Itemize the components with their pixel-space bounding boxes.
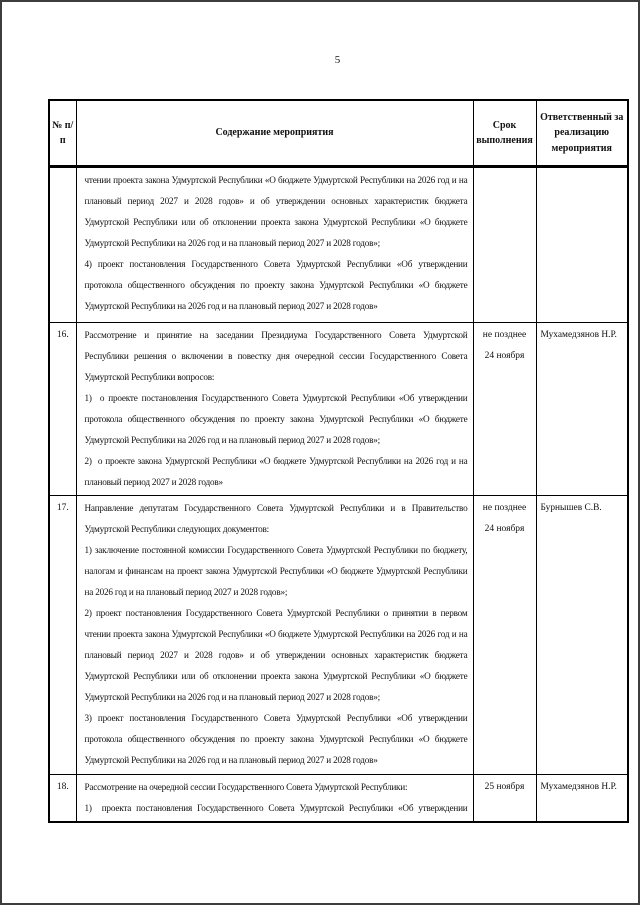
table-row bbox=[49, 323, 628, 496]
content-paragraph: Рассмотрение и принятие на заседании Президиума Государственного Совета Удмуртской Республики решения о включении в повестку дня очередной сессии Государственного Совета Удмуртской Республики вопросов: bbox=[84, 330, 468, 382]
header-deadline: Срок выполнения bbox=[473, 100, 536, 167]
row-responsible-cell: Мухамедзянов Н.Р. bbox=[536, 775, 628, 823]
header-responsible: Ответственный за реализацию мероприятия bbox=[536, 100, 628, 167]
row-number-cell bbox=[49, 167, 76, 323]
content-paragraph: Направление депутатам Государственного Совета Удмуртской Республики и в Правительство Удмуртской Республики следующих документов: bbox=[84, 503, 468, 534]
row-responsible-cell: Мухамедзянов Н.Р. bbox=[536, 323, 628, 496]
row-number-cell: 16. bbox=[49, 323, 76, 496]
content-paragraph: 1) проекта постановления Государственного Совета Удмуртской Республики «Об утверждении bbox=[84, 803, 468, 813]
row-responsible-cell: Бурнышев С.В. bbox=[536, 496, 628, 775]
row-content-cell bbox=[76, 323, 473, 496]
content-paragraph: 4) проект постановления Государственного Совета Удмуртской Республики «Об утверждении протокола общественного обсуждения по проекту закона Удмуртской Республики «О бюджете Удмуртской Республики на 2026 год и на плановый период 2027 и 2028 годов» bbox=[84, 259, 468, 311]
deadline-line: 24 ноября bbox=[484, 524, 525, 534]
deadline-line: не позднее bbox=[482, 330, 527, 340]
content-paragraph: 2) о проекте закона Удмуртской Республики «О бюджете Удмуртской Республики на 2026 год и на плановый период 2027 и 2028 годов» bbox=[84, 456, 468, 487]
content-paragraph: 1) заключение постоянной комиссии Государственного Совета Удмуртской Республики по бюджету, налогам и финансам на проект закона Удмуртской Республики «О бюджете Удмуртской Республики на 2026 год и на плановый период 2027 и 2028 годов»; bbox=[84, 545, 468, 597]
content-paragraph: 3) проект постановления Государственного Совета Удмуртской Республики «Об утверждении протокола общественного обсуждения по проекту закона Удмуртской Республики «О бюджете Удмуртской Республики на 2026 год и на плановый период 2027 и 2028 годов» bbox=[84, 713, 468, 765]
header-content: Содержание мероприятия bbox=[76, 100, 473, 167]
content-paragraph: Рассмотрение на очередной сессии Государственного Совета Удмуртской Республики: bbox=[84, 782, 408, 792]
row-number-cell: 17. bbox=[49, 496, 76, 775]
row-deadline-cell bbox=[473, 167, 536, 323]
row-deadline-cell bbox=[473, 775, 536, 823]
content-paragraph: 2) проект постановления Государственного Совета Удмуртской Республики о принятии в первом чтении проекта закона Удмуртской Республики «О бюджете Удмуртской Республики на 2026 год и на плановый период 2027 и 2028 годов» и об утверждении основных характеристик бюджета Удмуртской Республики или об отклонении проекта закона Удмуртской Республики «О бюджете Удмуртской Республики на 2026 год и на плановый период 2027 и 2028 годов»; bbox=[84, 608, 468, 702]
row-content-cell bbox=[76, 167, 473, 323]
content-paragraph: чтении проекта закона Удмуртской Республики «О бюджете Удмуртской Республики на 2026 год и на плановый период 2027 и 2028 годов» и об утверждении основных характеристик бюджета Удмуртской Республики или об отклонении проекта закона Удмуртской Республики «О бюджете Удмуртской Республики на 2026 год и на плановый период 2027 и 2028 годов»; bbox=[84, 175, 468, 248]
header-num: № п/п bbox=[49, 100, 76, 167]
page-number: 5 bbox=[334, 54, 341, 66]
table-row bbox=[49, 775, 628, 823]
table-row bbox=[49, 496, 628, 775]
content-paragraph: 1) о проекте постановления Государственного Совета Удмуртской Республики «Об утверждении протокола общественного обсуждения по проекту закона Удмуртской Республики «О бюджете Удмуртской Республики на 2026 год и на плановый период 2027 и 2028 годов»; bbox=[84, 393, 468, 445]
row-deadline-cell bbox=[473, 496, 536, 775]
deadline-line: не позднее bbox=[482, 503, 527, 513]
row-content-cell bbox=[76, 496, 473, 775]
plan-table bbox=[48, 99, 629, 823]
row-number-cell: 18. bbox=[49, 775, 76, 823]
deadline-line: 25 ноября bbox=[484, 782, 525, 792]
row-content-cell bbox=[76, 775, 473, 823]
deadline-line: 24 ноября bbox=[484, 351, 525, 361]
table-row bbox=[49, 167, 628, 323]
row-deadline-cell bbox=[473, 323, 536, 496]
table-header-row bbox=[49, 100, 628, 167]
row-responsible-cell bbox=[536, 167, 628, 323]
